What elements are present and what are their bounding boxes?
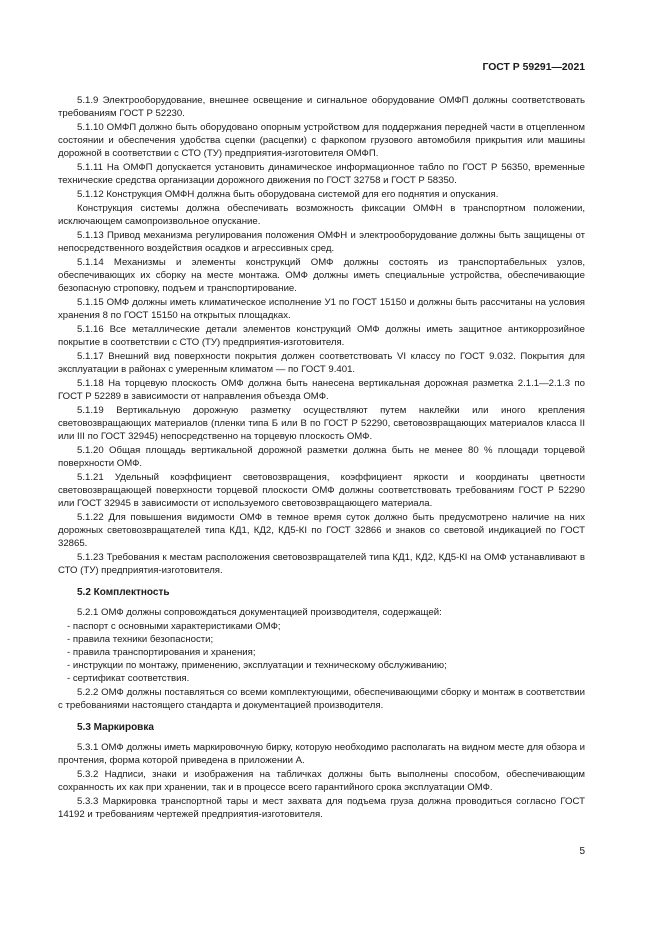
paragraph: Конструкция системы должна обеспечивать возможность фиксации ОМФН в транспортном положении, исключающем самопроизвольное опускание. (58, 203, 585, 227)
section-heading-5-3: 5.3 Маркировка (77, 722, 154, 733)
page-number: 5 (579, 846, 585, 857)
paragraph: 5.3.2 Надписи, знаки и изображения на табличках должны быть выполнены способом, обеспечивающим сохранность их как при хранении, так и в процессе всего гарантийного срока эксплуатации ОМФ. (58, 769, 585, 793)
paragraph: 5.1.18 На торцевую плоскость ОМФ должна быть нанесена вертикальная дорожная разметка 2.1.1—2.1.3 по ГОСТ Р 52289 в зависимости от направления объезда ОМФ. (58, 378, 585, 402)
paragraph: 5.1.14 Механизмы и элементы конструкций ОМФ должны состоять из транспортабельных узлов, обеспечивающих их сборку на месте монтажа. ОМФ должны иметь специальные устройства, обеспечивающие безопасную строповку, подъем и транспортирование. (58, 257, 585, 294)
paragraph: 5.1.11 На ОМФП допускается установить динамическое информационное табло по ГОСТ Р 56350, временные технические средства организации дорожного движения по ГОСТ 32758 и ГОСТ Р 58350. (58, 162, 585, 186)
paragraph: 5.1.10 ОМФП должно быть оборудовано опорным устройством для поддержания передней части в отцепленном состоянии и обеспечения удобства сцепки (расцепки) с фаркопом грузового автомобиля прикрытия или машины дорожной в соответствии с СТО (ТУ) предприятия-изготовителя ОМФП. (58, 122, 585, 159)
paragraph: 5.1.22 Для повышения видимости ОМФ в темное время суток должно быть предусмотрено наличие на них дорожных световозвращателей типа КД1, КД2, КД5-КІ по ГОСТ 32866 и знаков со световой индикацией по ГОСТ 32865. (58, 512, 585, 549)
paragraph: 5.3.1 ОМФ должны иметь маркировочную бирку, которую необходимо располагать на видном месте для обзора и прочтения, форма которой приведена в приложении А. (58, 742, 585, 766)
paragraph: 5.1.23 Требования к местам расположения световозвращателей типа КД1, КД2, КД5-КІ на ОМФ устанавливают в СТО (ТУ) предприятия-изготовителя. (58, 552, 585, 576)
paragraph: 5.1.16 Все металлические детали элементов конструкций ОМФ должны иметь защитное антикоррозийное покрытие в соответствии с СТО (ТУ) предприятия-изготовителя. (58, 324, 585, 348)
list-item: - сертификат соответствия. (58, 672, 585, 685)
paragraph: 5.1.20 Общая площадь вертикальной дорожной разметки должна быть не менее 80 % площади торцевой поверхности ОМФ. (58, 445, 585, 469)
paragraph: 5.1.19 Вертикальную дорожную разметку осуществляют путем наклейки или иного крепления световозвращающих материалов (пленки типа Б или В по ГОСТ Р 52290, световозвращающих материалов класса II или III по ГОСТ 32945) непосредственно на торцевую плоскость ОМФ. (58, 405, 585, 442)
list-item: - правила транспортирования и хранения; (58, 646, 585, 659)
page-content (58, 94, 585, 822)
documentation-list (58, 620, 585, 685)
paragraph: 5.2.2 ОМФ должны поставляться со всеми комплектующими, обеспечивающими сборку и монтаж в соответствии с требованиями настоящего стандарта и документацией производителя. (58, 687, 585, 711)
paragraph: 5.1.9 Электрооборудование, внешнее освещение и сигнальное оборудование ОМФП должны соответствовать требованиям ГОСТ Р 52230. (58, 95, 585, 119)
paragraph: 5.3.3 Маркировка транспортной тары и мест захвата для подъема груза должна проводиться согласно ГОСТ 14192 и требованиям чертежей предприятия-изготовителя. (58, 796, 585, 820)
paragraph: 5.1.13 Привод механизма регулирования положения ОМФН и электрооборудование должны быть защищены от непосредственного воздействия осадков и агрессивных сред. (58, 230, 585, 254)
list-item: - правила техники безопасности; (58, 633, 585, 646)
standard-header: ГОСТ Р 59291—2021 (482, 62, 585, 73)
paragraph: 5.1.21 Удельный коэффициент световозвращения, коэффициент яркости и координаты цветности световозвращающей поверхности торцевой плоскости ОМФ должны соответствовать требованиям ГОСТ Р 52290 или ГОСТ 32945 в зависимости от используемого световозвращающего материала. (58, 472, 585, 509)
section-heading-5-2: 5.2 Комплектность (77, 587, 170, 598)
paragraph: 5.1.17 Внешний вид поверхности покрытия должен соответствовать VI классу по ГОСТ 9.032. Покрытия для эксплуатации в районах с умеренным климатом — по ГОСТ 9.401. (58, 351, 585, 375)
list-item: - инструкции по монтажу, применению, эксплуатации и техническому обслуживанию; (58, 659, 585, 672)
section-5-1-paragraphs (58, 94, 585, 577)
paragraph: 5.1.15 ОМФ должны иметь климатическое исполнение У1 по ГОСТ 15150 и должны быть рассчитаны на условия хранения 8 по ГОСТ 15150 на открытых площадках. (58, 297, 585, 321)
paragraph: 5.2.1 ОМФ должны сопровождаться документацией производителя, содержащей: (77, 607, 442, 618)
list-item: - паспорт с основными характеристиками ОМФ; (58, 620, 585, 633)
paragraph: 5.1.12 Конструкция ОМФН должна быть оборудована системой для его поднятия и опускания. (77, 189, 499, 200)
